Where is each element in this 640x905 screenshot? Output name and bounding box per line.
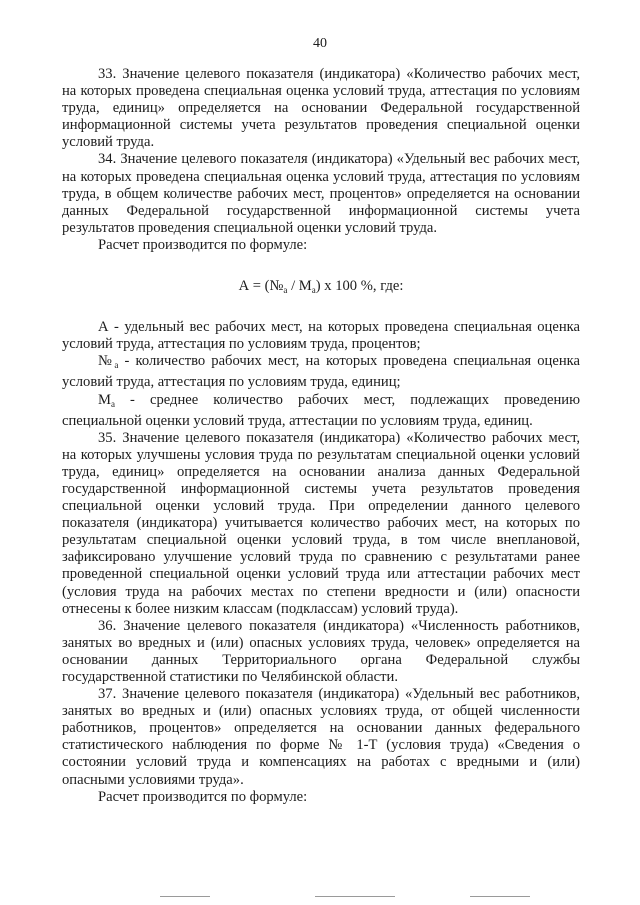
page-number: 40 — [313, 36, 327, 51]
scan-edge-line — [315, 896, 395, 897]
paragraph-37: 37. Значение целевого показателя (индикатора) «Удельный вес работников, занятых во вредных и (или) опасных условиях труда, от общей численности работников, процентов» определяется на основании данных федерального статистического наблюдения по форме № 1-Т (условия труда) «Сведения о состоянии условий труда и компенсациях на работах с вредными и (или) опасными условиями труда». — [62, 686, 580, 788]
scan-edge-line — [160, 896, 210, 897]
definition-m-symbol: М — [98, 391, 111, 408]
definition-a: А - удельный вес рабочих мест, на которых проведена специальная оценка условий труда, аттестация по условиям труда, процентов; — [62, 319, 580, 353]
definition-m — [62, 392, 580, 430]
formula-lhs: А = (№ — [238, 278, 284, 295]
formula-rhs: ) х 100 %, где: — [315, 278, 404, 295]
formula-sub-2: а — [311, 285, 316, 296]
formula-intro-1: Расчет производится по формуле: — [98, 236, 308, 253]
definition-n-symbol: № — [98, 353, 115, 370]
definition-n — [62, 353, 580, 391]
paragraph-36: 36. Значение целевого показателя (индикатора) «Численность работников, занятых во вредных и (или) опасных условиях труда, человек» определяется на основании данных Территориального органа Федеральной службы государственной статистики по Челябинской области. — [62, 617, 580, 685]
paragraph-33: 33. Значение целевого показателя (индикатора) «Количество рабочих мест, на которых проведена специальная оценка условий труда, аттестация по условиям труда, единиц» определяется на основании Федеральной государственной информационной системы учета результатов проведения специальной оценки условий труда. — [62, 66, 580, 151]
definition-n-sub: а — [114, 360, 119, 371]
formula-intro-2: Расчет производится по формуле: — [98, 788, 308, 805]
definition-m-sub: а — [110, 398, 115, 409]
formula — [62, 278, 580, 299]
definition-m-text: - среднее количество рабочих мест, подлежащих проведению специальной оценки условий труда, аттестации по условиям труда, единиц. — [62, 391, 580, 429]
paragraph-35: 35. Значение целевого показателя (индикатора) «Количество рабочих мест, на которых улучшены условия труда по результатам специальной оценки условий труда, единиц» определяется на основании анализа данных Федеральной государственной информационной системы учета результатов проведения специальной оценки условий труда. При определении данного целевого показателя (индикатора) учитывается количество рабочих мест, на которых по результатам специальной оценки условий труда, в том числе внеплановой, зафиксировано улучшение условий труда по сравнению с результатами ранее проведенной специальной оценки условий труда или аттестации рабочих мест (условия труда на рабочих местах по степени вредности и (или) опасности отнесены к более низким классам (подклассам) условий труда). — [62, 429, 580, 617]
paragraph-34: 34. Значение целевого показателя (индикатора) «Удельный вес рабочих мест, на которых проведена специальная оценка условий труда, аттестация по условиям труда, в общем количестве рабочих мест, процентов» определяется на основании данных Федеральной государственной информационной системы учета результатов проведения специальной оценки условий труда. — [62, 151, 580, 236]
formula-sub-1: а — [283, 285, 288, 296]
scan-edge-line — [470, 896, 530, 897]
formula-mid: / М — [287, 278, 312, 295]
definition-n-text: - количество рабочих мест, на которых проведена специальная оценка условий труда, аттестация по условиям труда, единиц; — [62, 353, 580, 391]
document-body — [62, 66, 580, 806]
